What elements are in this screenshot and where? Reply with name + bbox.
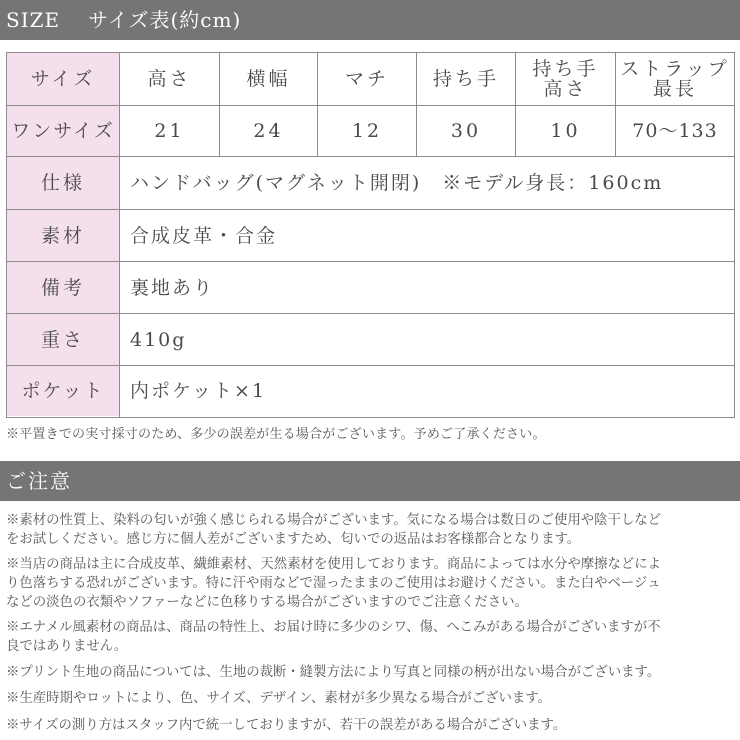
spec-value: 合成皮革・合金 [130, 224, 278, 247]
size-header-bar [0, 0, 740, 40]
notice-line: 良ではありません。 [6, 639, 128, 654]
size-note: ※平置きでの実寸採寸のため、多少の誤差が生る場合がございます。予めご了承ください。 [6, 427, 546, 442]
size-col-header: 横幅 [246, 68, 291, 90]
size-value: 21 [154, 120, 185, 142]
spec-label: ポケット [7, 366, 119, 416]
spec-label: 重さ [7, 314, 119, 365]
notice-header-title: ご注意 [6, 469, 72, 493]
spec-value: 裏地あり [130, 276, 215, 299]
size-header-right: サイズ表(約cm) [88, 8, 242, 32]
size-value: 24 [253, 120, 284, 142]
notice-line: などの淡色の衣類やソファーなどに色移りする場合がございますのでご注意ください。 [6, 595, 528, 610]
spec-value: ハンドバッグ(マグネット開閉) ※モデル身長：160cm [130, 172, 664, 194]
size-header-left: SIZE [6, 8, 61, 32]
size-col-header: 高さ [147, 68, 192, 90]
size-value: 12 [351, 120, 383, 142]
size-col-header [616, 53, 734, 105]
notice-line: ※当店の商品は主に合成皮革、繊維素材、天然素材を使用しております。商品によっては水分や摩擦などによ [6, 557, 662, 572]
size-col-header-line: 高さ [543, 78, 588, 100]
notice-line: ※素材の性質上、染料の匂いが強く感じられる場合がございます。気になる場合は数日のご使用や陰干しなど [6, 513, 662, 528]
size-value: 30 [450, 120, 482, 142]
notice-paragraph [6, 511, 734, 549]
notice-line: をお試しください。感じ方に個人差がございますため、匂いでの返品はお客様都合となります。 [6, 532, 581, 547]
spec-value: 内ポケット×1 [130, 380, 267, 402]
notice-paragraph [6, 555, 734, 612]
spec-label: 備考 [7, 262, 119, 313]
size-table [6, 52, 735, 157]
spec-label: 素材 [7, 210, 119, 261]
size-value: 70～133 [632, 120, 718, 142]
size-col-header: マチ [344, 68, 389, 90]
size-col-header-line: 最長 [652, 78, 697, 100]
notice-line: り色落ちする恐れがございます。特に汗や雨などで湿ったままのご使用はお避けください。また白やベージュ [6, 576, 661, 591]
spec-table [6, 157, 735, 418]
notice-line: ※サイズの測り方はスタッフ内で統一しておりますが、若干の誤差がある場合がございます。 [6, 718, 567, 733]
notice-header-bar [0, 461, 740, 501]
size-row-label: ワンサイズ [7, 106, 119, 156]
notice-paragraph [6, 663, 734, 682]
notice-line: ※生産時期やロットにより、色、サイズ、デザイン、素材が多少異なる場合がございます。 [6, 691, 551, 706]
notice-line: ※プリント生地の商品については、生地の裁断・縫製方法により写真と同様の柄が出ない場合がございます。 [6, 665, 661, 680]
notice-paragraph [6, 716, 734, 735]
size-value: 10 [550, 120, 581, 142]
size-col-header-line: ストラップ [620, 58, 730, 80]
size-col-header: 持ち手 [432, 68, 499, 90]
notice-paragraph [6, 618, 734, 656]
spec-value: 410g [130, 328, 187, 351]
notice-line: ※エナメル風素材の商品は、商品の特性上、お届け時に多少のシワ、傷、へこみがある場合がございますが不 [6, 620, 661, 635]
notice-paragraph [6, 689, 734, 708]
size-col-header-line: 持ち手 [532, 58, 599, 80]
spec-label: 仕様 [7, 157, 119, 209]
size-table-corner: サイズ [7, 53, 119, 105]
size-col-header [516, 53, 615, 105]
